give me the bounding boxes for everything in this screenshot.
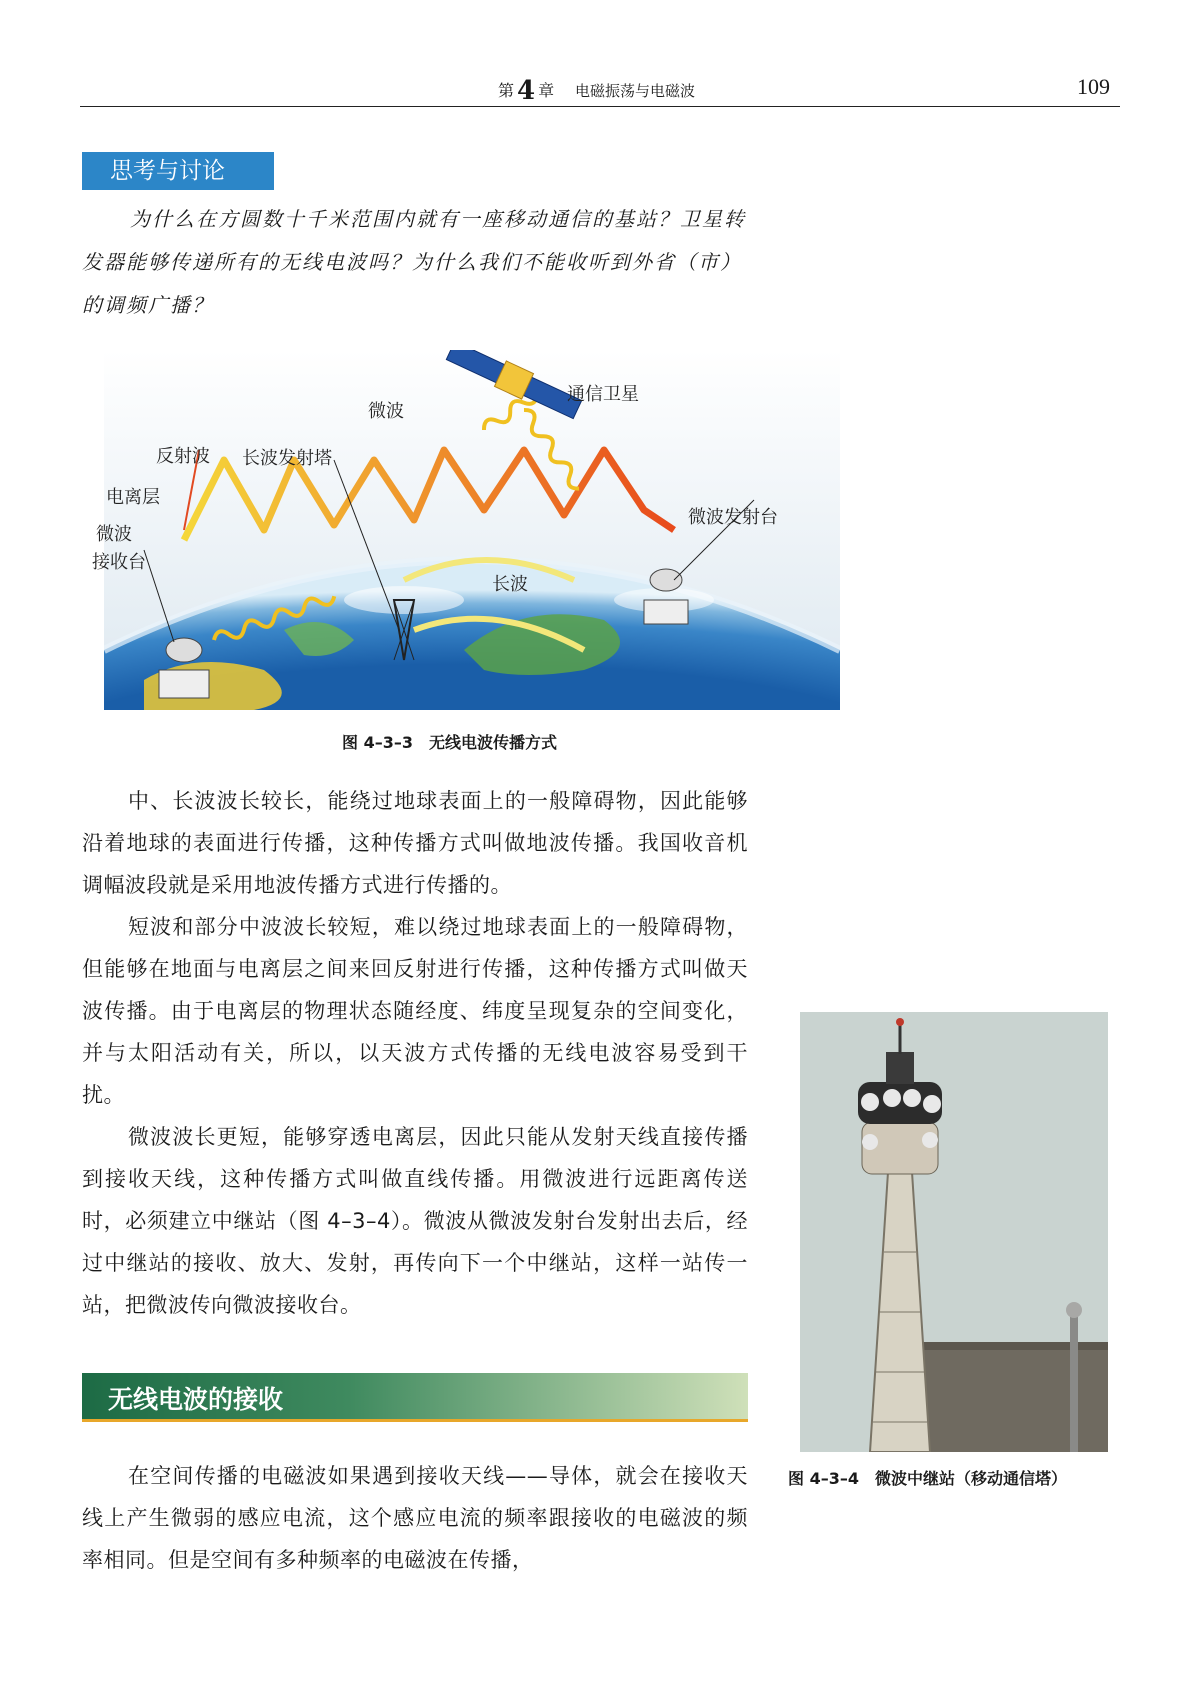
radio-propagation-figure	[92, 350, 840, 710]
discussion-heading: 思考与讨论	[82, 152, 274, 190]
discussion-text: 为什么在方圆数十千米范围内就有一座移动通信的基站？卫星转发器能够传递所有的无线电波吗？为什么我们不能收听到外省（市）的调频广播？	[82, 207, 746, 317]
label-reflected-wave: 反射波	[156, 446, 210, 467]
label-microwave-transmitter: 微波发射台	[688, 507, 778, 528]
paragraph-ground-wave: 中、长波波长较长，能绕过地球表面上的一般障碍物，因此能够沿着地球的表面进行传播，这种传播方式叫做地波传播。我国收音机调幅波段就是采用地波传播方式进行传播的。	[82, 789, 748, 897]
relay-tower-image	[800, 1012, 1108, 1452]
label-microwave: 微波	[368, 401, 404, 422]
section-heading-bar	[82, 1373, 748, 1422]
chapter-label	[498, 76, 554, 106]
chapter-title: 电磁振荡与电磁波	[575, 82, 696, 100]
label-microwave-receiver-2: 接收台	[92, 552, 146, 573]
chapter-prefix: 第	[498, 81, 515, 100]
running-header	[80, 70, 1120, 107]
paragraph-sky-wave: 短波和部分中波波长较短，难以绕过地球表面上的一般障碍物，但能够在地面与电离层之间来回反射进行传播，这种传播方式叫做天波传播。由于电离层的物理状态随经度、纬度呈现复杂的空间变化，并与太阳活动有关，所以，以天波方式传播的无线电波容易受到干扰。	[82, 915, 748, 1107]
relay-tower-photo	[800, 1012, 1108, 1452]
label-long-wave-tower: 长波发射塔	[242, 448, 332, 469]
paragraph-reception: 在空间传播的电磁波如果遇到接收天线——导体，就会在接收天线上产生微弱的感应电流，这个感应电流的频率跟接收的电磁波的频率相同。但是空间有多种频率的电磁波在传播，	[82, 1464, 748, 1572]
label-long-wave: 长波	[492, 574, 528, 595]
label-microwave-receiver-1: 微波	[96, 524, 132, 545]
section-title: 无线电波的接收	[108, 1385, 284, 1414]
chapter-number: 4	[517, 76, 536, 106]
propagation-illustration	[104, 350, 840, 710]
page-number: 109	[1077, 74, 1110, 99]
label-satellite: 通信卫星	[567, 384, 639, 405]
chapter-suffix: 章	[538, 81, 555, 100]
label-ionosphere: 电离层	[106, 487, 160, 508]
figure1-caption: 图 4–3–3 无线电波传播方式	[342, 733, 557, 752]
paragraph-microwave: 微波波长更短，能够穿透电离层，因此只能从发射天线直接传播到接收天线，这种传播方式叫做直线传播。用微波进行远距离传送时，必须建立中继站（图 4–3–4）。微波从微波发射台发射出去后，经过中继站的接收、放大、发射，再传向下一个中继站，这样一站传一站，把微波传向微波接收台。	[82, 1125, 748, 1317]
figure2-caption: 图 4–3–4 微波中继站（移动通信塔）	[788, 1469, 1067, 1488]
